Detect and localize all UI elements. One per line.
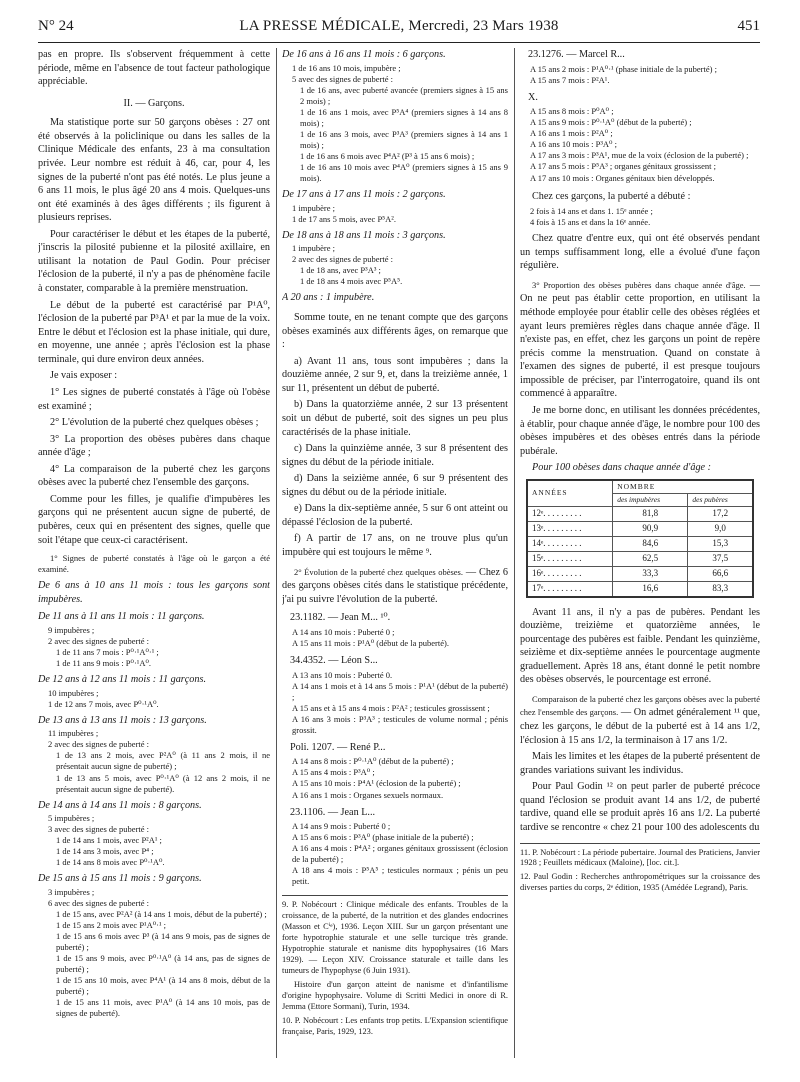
- table-cell: 13ᵉ. . . . . . . . .: [527, 521, 613, 536]
- list-item: 3 impubères ;: [48, 886, 95, 897]
- subsection-text: — On admet généralement ¹¹ que, chez les garçons, le début de la puberté est à 14 ans 1/2, l'éclosion à 15 ans 1/2, la terminaison à 17 ans 1/2.: [520, 707, 760, 746]
- list-item: 1 de 14 ans 3 mois, avec P⁴ ;: [56, 846, 154, 857]
- table-cell: 62,5: [613, 551, 688, 566]
- table-cell: 17ᵉ. . . . . . . . .: [527, 581, 613, 596]
- case-title: X.: [528, 91, 538, 103]
- age-group: De 11 ans à 11 ans 11 mois : 11 garçons.: [38, 611, 205, 623]
- table-caption: Pour 100 obèses dans chaque année d'âge :: [532, 462, 712, 474]
- paragraph: a) Avant 11 ans, tous sont impubères ; dans la douzième année, 2 sur 9, et, dans la treizième année, 1 sur 11, présentent un début de puberté.: [282, 355, 508, 394]
- page-number: 451: [737, 18, 760, 34]
- list-item: 1 de 11 ans 7 mois : P⁰·¹A⁰·¹ ;: [56, 647, 159, 657]
- age-group: De 12 ans à 12 ans 11 mois : 11 garçons.: [38, 674, 206, 686]
- paragraph: f) A partir de 17 ans, on ne trouve plus qu'un impubère qui est toujours le même ⁹.: [282, 533, 508, 559]
- list-item: 2 avec des signes de puberté :: [48, 739, 150, 750]
- list-item: 1 de 15 ans 11 mois, avec P¹A⁰ (à 14 ans 10 mois, pas de signes de puberté).: [56, 997, 270, 1019]
- list-item: 10 impubères ;: [48, 687, 99, 698]
- list-item: 1 de 15 ans 9 mois, avec P⁰·¹A⁰ (à 14 ans, pas de signes de puberté) ;: [56, 953, 270, 975]
- list-item: 1 de 16 ans 10 mois, impubère ;: [292, 62, 401, 73]
- table-row: [527, 581, 753, 596]
- column-1: [38, 48, 270, 1063]
- age-group: De 17 ans à 17 ans 11 mois : 2 garçons.: [282, 189, 446, 201]
- case-title: 23.1182. — Jean M... ¹⁰.: [290, 612, 391, 624]
- table-header-impuberes: des impubères: [613, 493, 688, 506]
- subsection-text: — Chez 6 des garçons obèses cités dans le statistique précédente, j'ai pu suivre l'évolution de la puberté.: [282, 566, 508, 605]
- list-item: A 16 ans 4 mois : P⁴A² ; organes génitaux grossissent (éclosion de la puberté) ;: [292, 843, 508, 865]
- table-header-puberes: des pubères: [688, 493, 753, 506]
- paragraph: b) Dans la quatorzième année, 2 sur 13 présentent soit un début de puberté, soit des signes un peu plus caractérisés de la phase initiale.: [282, 399, 508, 438]
- footnote: 10. P. Nobécourt : Les enfants trop petits. L'Expansion scientifique française, Paris, 1929, 123.: [282, 1015, 508, 1036]
- list-item: 4° La comparaison de la puberté chez les garçons obèses avec la puberté chez l'ensemble des garçons.: [38, 463, 270, 489]
- paragraph: Ma statistique porte sur 50 garçons obèses : 27 ont été observés à la policlinique ou dans les salles de la Clinique Médicale des enfants, 23 à ma consultation privée. Leur nombre est réduit à 46, car, pour 4, les signes de la puberté n'ont pas été notés. Le plus jeune a 6 ans 11 mois, le plus âgé 20 ans 4 mois. Quelques-uns ont été examinés à des âges différents ; ils figurent à plusieurs reprises.: [38, 117, 270, 224]
- table-cell: 66,6: [688, 566, 753, 581]
- table-header-group: NOMBRE: [613, 480, 753, 493]
- paragraph: Avant 11 ans, il n'y a pas de pubères. Pendant les douzième, treizième et quatorzième années, le pourcentage des pubères est faible. Pendant les quinzième, seizième et dix-septième années le pourcentage augmente graduellement. Après 18 ans, étant donné le petit nombre des obèses observés, le pourcentage est erroné.: [520, 606, 760, 686]
- list-item: 1 de 15 ans 6 mois avec P³ (à 14 ans 9 mois, pas de signes de puberté) ;: [56, 931, 270, 953]
- table-cell: 33,3: [613, 566, 688, 581]
- paragraph: Mais les limites et les étapes de la puberté présentent de grandes variations suivant les individus.: [520, 751, 760, 776]
- list-item: A 17 ans 3 mois : P³A¹, mue de la voix (éclosion de la puberté) ;: [530, 150, 749, 161]
- column-3: [520, 48, 760, 1063]
- table-row: [527, 536, 753, 551]
- list-item: 5 avec des signes de puberté :: [292, 73, 394, 84]
- paragraph: e) Dans la dix-septième année, 5 sur 6 ont atteint ou dépassé l'éclosion de la puberté.: [282, 503, 508, 528]
- list-item: 1 de 11 ans 9 mois : P⁰·¹A⁰.: [56, 658, 151, 669]
- age-group: De 18 ans à 18 ans 11 mois : 3 garçons.: [282, 229, 446, 241]
- paragraph: pas en propre. Ils s'observent fréquemment à cette période, même en l'absence de tout facteur pathologique appréciable.: [38, 49, 270, 88]
- paragraph: c) Dans la quinzième année, 3 sur 8 présentent des signes du début de la période initiale.: [282, 443, 508, 468]
- page-header: [38, 16, 760, 43]
- column-divider: [514, 48, 515, 1058]
- paragraph: Pour Paul Godin ¹² on peut parler de puberté précoce quand l'éclosion se produit avant 14 ans 1/2, de puberté tardive, quand elle se produit après 16 ans 1/2. La puberté tardive se rencontre « chez 21 pour 100 des adolescents du: [520, 781, 760, 833]
- list-item: 1 de 14 ans 8 mois avec P⁰·¹A⁰.: [56, 857, 165, 868]
- list-item: 2 avec des signes de puberté :: [292, 254, 394, 265]
- list-item: A 15 ans et à 15 ans 4 mois : P²A² ; testicules grossissent ;: [292, 702, 490, 713]
- list-item: A 15 ans 4 mois : P³A⁰ ;: [292, 767, 375, 778]
- age-group: A 20 ans : 1 impubère.: [282, 292, 375, 304]
- table-row: [527, 506, 753, 521]
- footnote-separator: [520, 843, 760, 844]
- list-item: A 15 ans 2 mois : P¹A⁰·¹ (phase initiale de la puberté) ;: [530, 63, 717, 74]
- list-item: A 15 ans 6 mois : P³A⁰ (phase initiale de la puberté) ;: [292, 832, 474, 843]
- table-cell: 84,6: [613, 536, 688, 551]
- list-item: 11 impubères ;: [48, 728, 99, 739]
- paragraph: [282, 566, 508, 607]
- column-2: [282, 48, 508, 1063]
- paragraph: [520, 279, 760, 401]
- list-item: 5 impubères ;: [48, 813, 95, 824]
- list-item: 1° Les signes de puberté constatés à l'âge où l'obèse est examiné ;: [38, 386, 270, 412]
- table-cell: 16,6: [613, 581, 688, 596]
- list-item: A 15 ans 11 mois : P¹A⁰ (début de la puberté).: [292, 637, 449, 648]
- footnote: 9. P. Nobécourt : Clinique médicale des enfants. Troubles de la croissance, de la puberté, de la nutrition et des glandes endocrines (Masson et Cⁱᵉ), 1936. Leçon XIII. Sur un garçon présentant une forte hypotrophie staturale et une selle turcique très grande. Hypotrophie staturale et nanisme dits hypophysaires (16 Mars 1929). — Leçon XIV. Croissance staturale et taille dans les tumeurs de l'hypophyse (6 Juin 1931).: [282, 900, 508, 975]
- footnote: 11. P. Nobécourt : La période pubertaire. Journal des Praticiens, Janvier 1928 ; Feuillets médicaux (Maloine), [loc. cit.].: [520, 847, 760, 868]
- list-item: 1 de 16 ans 6 mois avec P⁴A² (P³ à 15 ans 6 mois) ;: [300, 150, 475, 161]
- paragraph: Somme toute, en ne tenant compte que des garçons obèses examinés aux différents âges, on remarque que :: [282, 312, 508, 351]
- puberty-table: [526, 479, 754, 598]
- subsection-heading: 1° Signes de puberté constatés à l'âge où le garçon a été examiné.: [38, 553, 270, 575]
- list-item: A 14 ans 8 mois : P⁰·¹A⁰ (début de la puberté) ;: [292, 756, 454, 767]
- table-cell: 16ᵉ. . . . . . . . .: [527, 566, 613, 581]
- list-item: 1 de 14 ans 1 mois, avec P²A¹ ;: [56, 835, 162, 846]
- list-item: 1 de 13 ans 2 mois, avec P²A⁰ (à 11 ans 2 mois, il ne présentait aucun signe de puberté) ;: [56, 750, 270, 772]
- age-group: De 14 ans à 14 ans 11 mois : 8 garçons.: [38, 799, 202, 811]
- paragraph: Comme pour les filles, je qualifie d'impubères les garçons qui ne présentent aucun signe de puberté, de pubères, ceux qui en présentent des signes, quelle que soit l'étape que ceux-ci caractérisent.: [38, 493, 270, 546]
- subsection-heading: Comparaison de la puberté chez les garçons obèses avec la puberté chez l'ensemble des garçons.: [520, 693, 760, 718]
- footnote: Histoire d'un garçon atteint de nanisme et d'infantilisme d'origine hypophysaire. Volume di Scritti Medici in onore di R. Jemma (Ettore Sormani), Turin, 1934.: [282, 979, 508, 1011]
- list-item: 1 de 18 ans 4 mois avec P⁵A⁵.: [300, 276, 403, 287]
- table-cell: 90,9: [613, 521, 688, 536]
- list-item: 1 de 16 ans 10 mois avec P⁴A⁰ (premiers signes à 15 ans 9 mois).: [300, 161, 508, 184]
- paragraph: d) Dans la seizième année, 6 sur 9 présentent des signes du début ou de la période initiale.: [282, 473, 508, 498]
- list-item: A 14 ans 9 mois : Puberté 0 ;: [292, 821, 391, 832]
- table-row: [527, 551, 753, 566]
- list-item: 3 avec des signes de puberté :: [48, 824, 150, 835]
- list-item: A 15 ans 8 mois : P⁰A⁰ ;: [530, 106, 614, 117]
- list-item: A 14 ans 1 mois et à 14 ans 5 mois : P¹A¹ (début de la puberté) ;: [292, 680, 508, 702]
- table-row: [527, 566, 753, 581]
- list-item: A 15 ans 9 mois : P⁰·¹A⁰ (début de la puberté) ;: [530, 117, 692, 128]
- list-item: A 15 ans 10 mois : P⁴A¹ (éclosion de la puberté) ;: [292, 778, 461, 789]
- list-item: A 17 ans 10 mois : Organes génitaux bien développés.: [530, 172, 715, 183]
- paragraph: Le début de la puberté est caractérisé par P¹A⁰, l'éclosion de la puberté par P³A¹ et par la mue de la voix. Entre le début et l'éclosion est la phase initiale, qui dure, en moyenne, une année ; après l'éclosion est la phase terminale, qui dure environ deux années.: [38, 299, 270, 365]
- table-cell: 14ᵉ. . . . . . . . .: [527, 536, 613, 551]
- subsection-heading: 2° Évolution de la puberté chez quelques obèses.: [294, 566, 463, 577]
- column-divider: [276, 48, 277, 1058]
- list-item: A 16 ans 10 mois : P³A⁰ ;: [530, 139, 617, 150]
- case-title: 23.1106. — Jean L...: [290, 806, 376, 818]
- list-item: A 15 ans 7 mois : P²A¹.: [530, 74, 610, 85]
- table-header-age: ANNÉES: [527, 480, 613, 506]
- list-item: 1 impubère ;: [292, 202, 335, 213]
- list-item: 1 impubère ;: [292, 243, 335, 254]
- list-item: A 16 ans 3 mois : P³A³ ; testicules de volume normal ; pénis grossit.: [292, 713, 508, 735]
- table-row: [527, 521, 753, 536]
- age-group: De 13 ans à 13 ans 11 mois : 13 garçons.: [38, 714, 207, 726]
- case-title: 34.4352. — Léon S...: [290, 654, 378, 666]
- table-cell: 17,2: [688, 506, 753, 521]
- footnote-separator: [282, 895, 508, 896]
- list-item: 1 de 17 ans 5 mois, avec P⁵A².: [292, 213, 396, 224]
- table-cell: 15ᵉ. . . . . . . . .: [527, 551, 613, 566]
- list-item: 9 impubères ;: [48, 624, 95, 635]
- list-item: A 17 ans 5 mois : P⁵A³ ; organes génitaux grossissent ;: [530, 161, 716, 172]
- list-item: A 16 ans 1 mois : P²A⁰ ;: [530, 128, 613, 139]
- issue-number: N° 24: [38, 18, 74, 34]
- list-item: 1 de 15 ans 2 mois avec P¹A⁰·¹ ;: [56, 920, 167, 931]
- list-item: A 16 ans 1 mois : Organes sexuels normaux.: [292, 789, 444, 800]
- list-item: A 13 ans 10 mois : Puberté 0.: [292, 669, 393, 680]
- list-item: 1 de 15 ans, avec P²A² (à 14 ans 1 mois, début de la puberté) ;: [56, 909, 267, 920]
- list-item: 1 de 12 ans 7 mois, avec P⁰·¹A⁰.: [48, 698, 159, 709]
- list-item: 2 avec des signes de puberté :: [48, 635, 150, 646]
- paragraph: Chez ces garçons, la puberté a débuté :: [532, 190, 691, 202]
- paragraph: Je vais exposer :: [50, 370, 118, 382]
- list-item: 1 de 13 ans 5 mois, avec P⁰·¹A⁰ (à 12 ans 2 mois, il ne présentait aucun signe de puberté).: [56, 772, 270, 794]
- table-cell: 81,8: [613, 506, 688, 521]
- table-cell: 83,3: [688, 581, 753, 596]
- subsection-text: — On ne peut pas établir cette proportion, en utilisant la méthode employée pour établir celle des obèses réglées et ayant leurs premières règles dans chaque année d'âge. Il n'existe pas, en effet, chez les garçons un point de repère précis comme la menstruation. Quand on constate à l'examen des signes de puberté, il est presque toujours impossible de préciser, par l'interrogatoire, quand ils ont commencé à apparaître.: [520, 279, 760, 400]
- table-cell: 15,3: [688, 536, 753, 551]
- list-item: 1 de 16 ans, avec puberté avancée (premiers signes à 15 ans 2 mois) ;: [300, 84, 508, 106]
- list-item: 2° L'évolution de la puberté chez quelques obèses ;: [50, 417, 259, 429]
- age-group: De 15 ans à 15 ans 11 mois : 9 garçons.: [38, 873, 202, 885]
- table-cell: 37,5: [688, 551, 753, 566]
- list-item: 2 fois à 14 ans et dans 1. 15ᵉ année ;: [530, 206, 653, 217]
- list-item: 6 avec des signes de puberté :: [48, 898, 150, 908]
- paragraph: Pour caractériser le début et les étapes de la puberté, j'inscris la pilosité pubienne et la pilosité axillaire, en utilisant la notation de Paul Godin. Pour préciser l'éclosion de la puberté, il n'y a pas de phénomène facile à constater, comparable à la première menstruation.: [38, 228, 270, 294]
- list-item: 4 fois à 15 ans et dans la 16ᵉ année.: [530, 217, 651, 228]
- paragraph: Chez quatre d'entre eux, qui ont été observés pendant un temps suffisamment long, elle a évolué d'une façon régulière.: [520, 233, 760, 272]
- paragraph: Je me borne donc, en utilisant les données précédentes, à établir, pour chaque année d'âge, le nombre pour 100 des obèses impubères et des obèses entrés dans la période pubérale.: [520, 404, 760, 457]
- table-cell: 12ᵉ. . . . . . . . .: [527, 506, 613, 521]
- list-item: 1 de 16 ans 1 mois, avec P⁵A⁴ (premiers signes à 14 ans 8 mois) ;: [300, 106, 508, 128]
- journal-title: LA PRESSE MÉDICALE, Mercredi, 23 Mars 1938: [239, 18, 559, 34]
- subsection-heading: 3° Proportion des obèses pubères dans chaque année d'âge.: [532, 279, 746, 290]
- age-group: De 6 ans à 10 ans 11 mois : tous les garçons sont impubères.: [38, 580, 270, 605]
- list-item: 1 de 18 ans, avec P³A³ ;: [300, 265, 381, 276]
- list-item: 1 de 15 ans 10 mois, avec P⁴A¹ (à 14 ans 8 mois, début de la puberté) ;: [56, 975, 270, 997]
- section-heading: II. — Garçons.: [123, 97, 185, 109]
- table-cell: 9,0: [688, 521, 753, 536]
- case-title: Poli. 1207. — René P...: [290, 741, 386, 753]
- list-item: 1 de 16 ans 3 mois, avec P³A³ (premiers signes à 14 ans 1 mois) ;: [300, 128, 508, 150]
- footnote: 12. Paul Godin : Recherches anthropométriques sur la croissance des diverses parties du corps, 2ᵉ édition, 1935 (Amédée Legrand), Paris.: [520, 872, 760, 893]
- list-item: 3° La proportion des obèses pubères dans chaque année d'âge ;: [38, 433, 270, 459]
- paragraph: [520, 693, 760, 747]
- case-title: 23.1276. — Marcel R...: [528, 49, 625, 60]
- list-item: A 14 ans 10 mois : Puberté 0 ;: [292, 626, 395, 637]
- list-item: A 18 ans 4 mois : P⁵A⁵ ; testicules normaux ; pénis un peu petit.: [292, 865, 508, 887]
- age-group: De 16 ans à 16 ans 11 mois : 6 garçons.: [282, 49, 446, 60]
